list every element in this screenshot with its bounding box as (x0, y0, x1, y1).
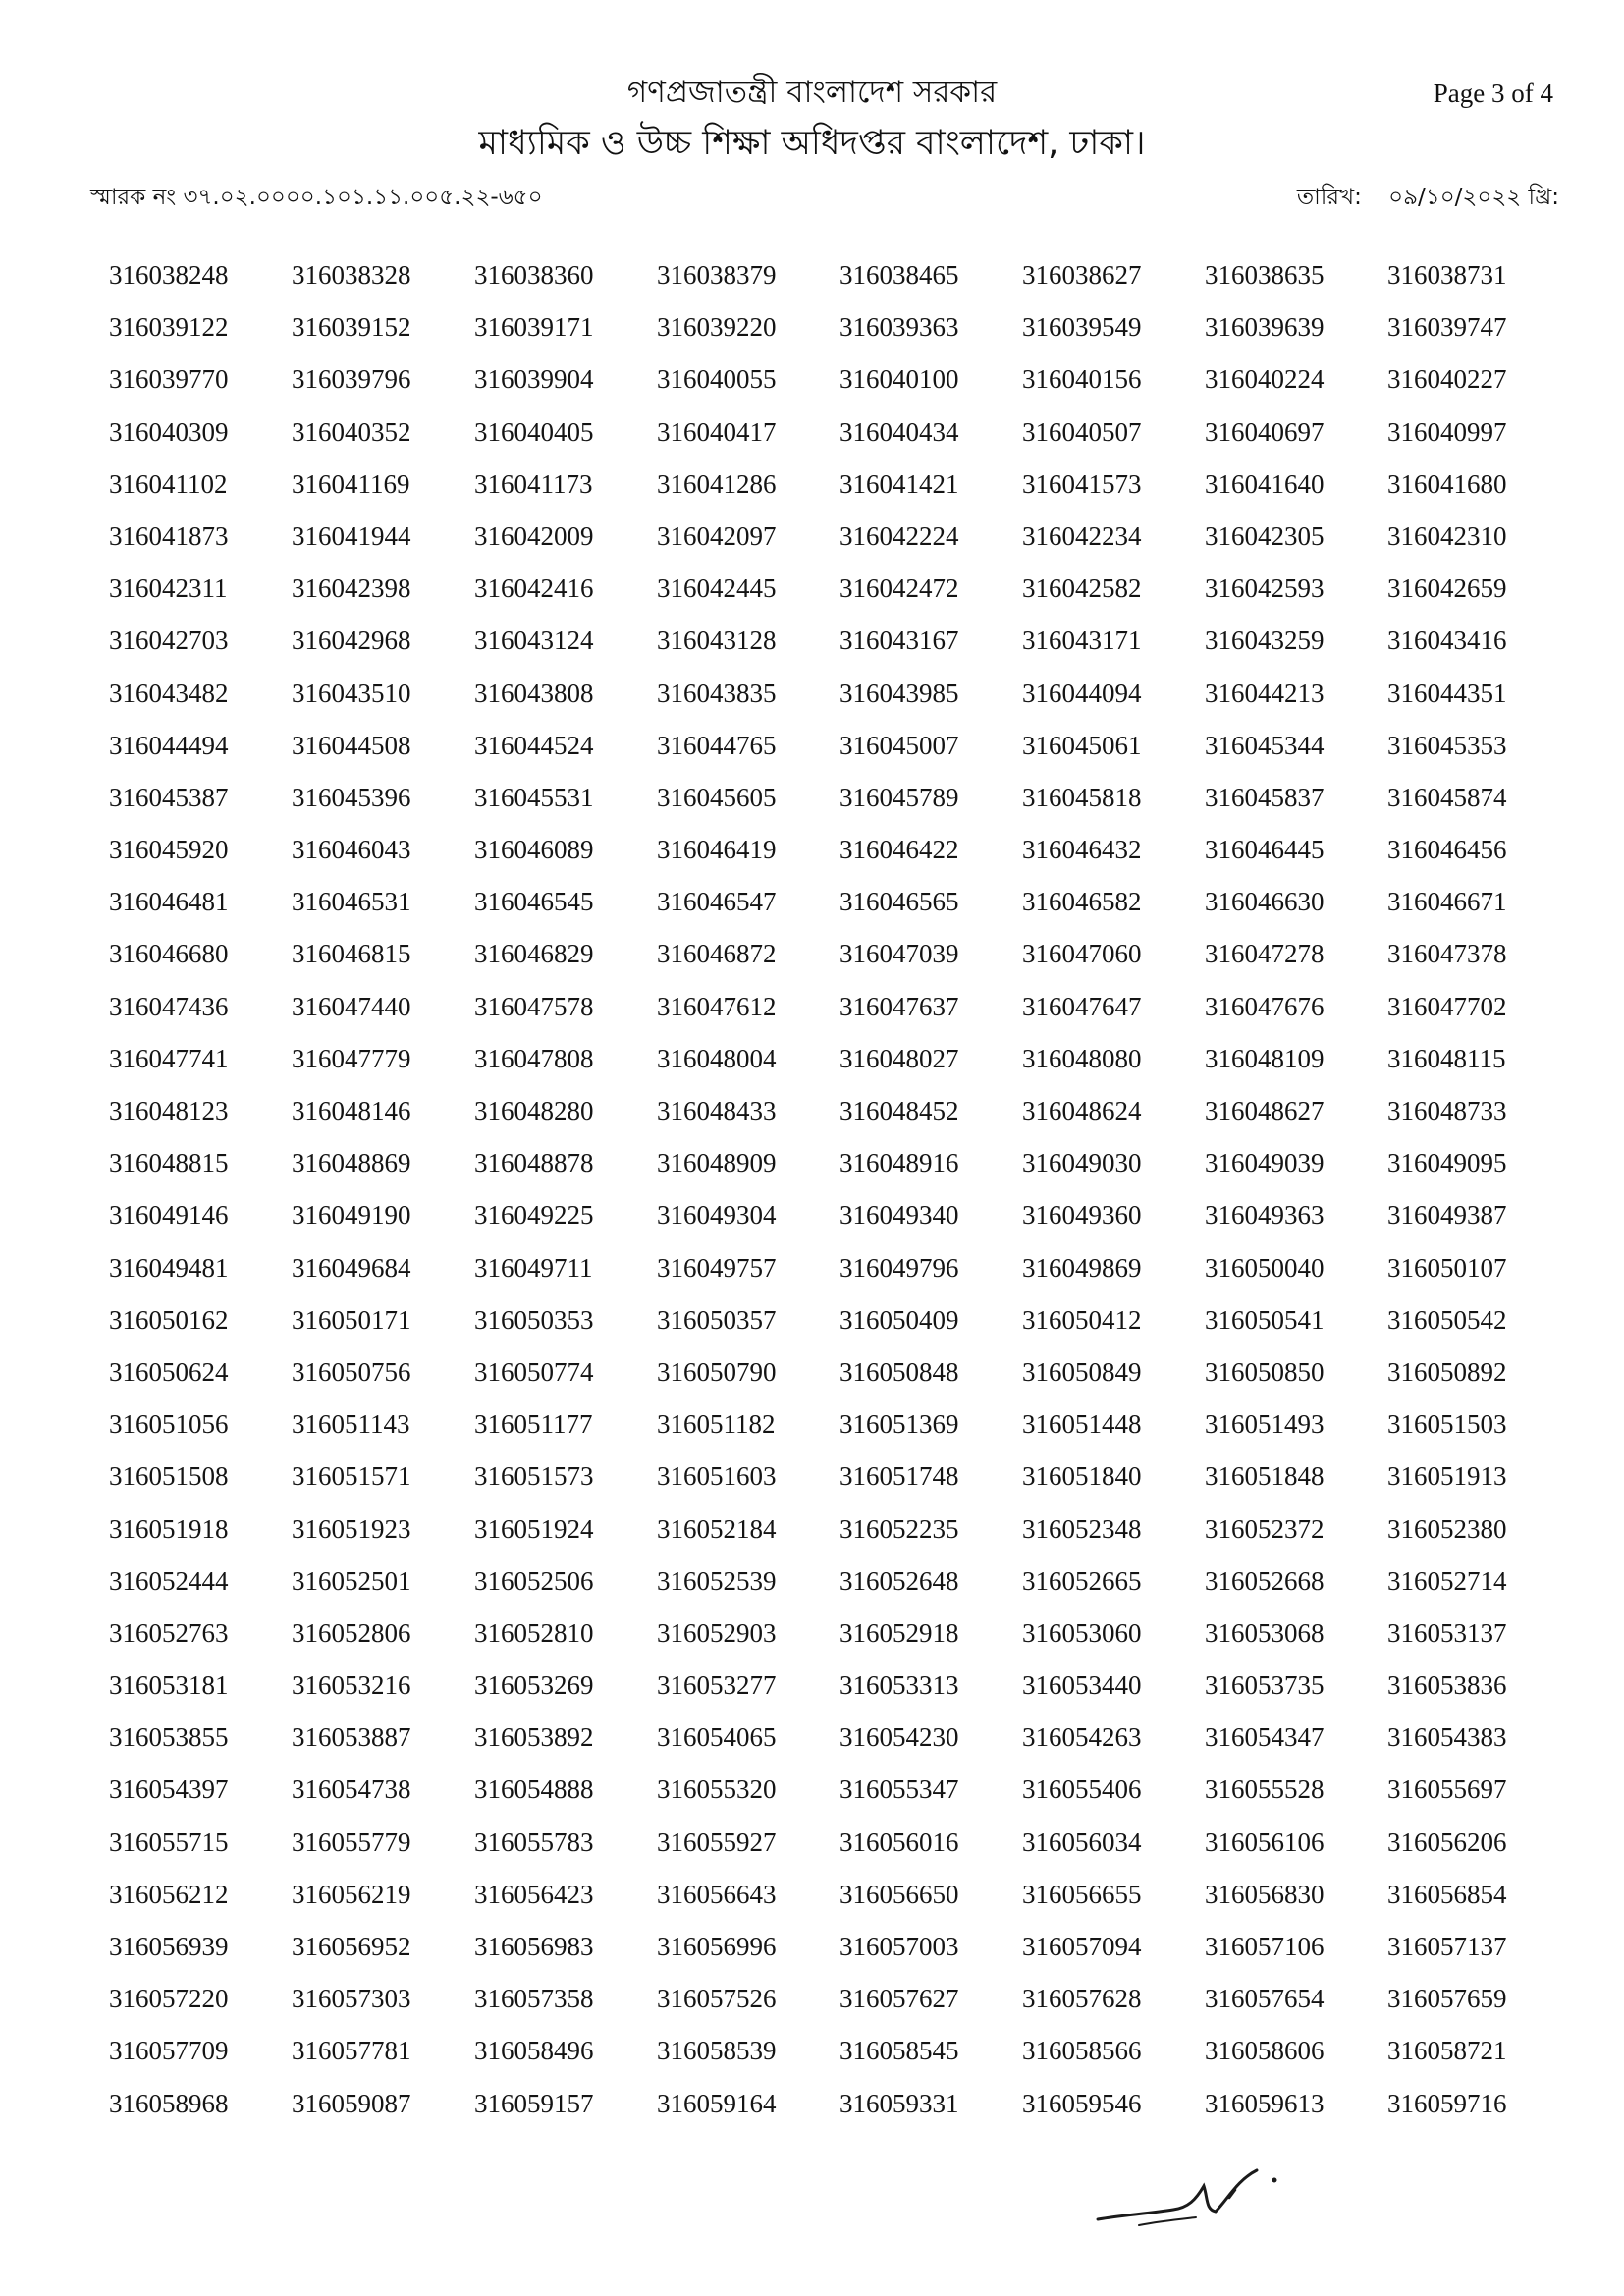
date-label: তারিখ: (1296, 185, 1362, 210)
roll-number-cell: 316038328 (292, 260, 411, 290)
roll-number-cell: 316050541 (1205, 1304, 1325, 1335)
roll-number-cell: 316040434 (839, 416, 959, 447)
roll-number-cell: 316049030 (1022, 1148, 1142, 1178)
roll-number-cell: 316056854 (1387, 1879, 1507, 1909)
roll-number-cell: 316049481 (109, 1252, 229, 1283)
roll-number-cell: 316051503 (1387, 1409, 1507, 1440)
roll-number-cell: 316049095 (1387, 1148, 1507, 1178)
roll-number-cell: 316049225 (474, 1200, 594, 1230)
roll-number-cell: 316041680 (1387, 468, 1507, 499)
roll-number-cell: 316055779 (292, 1827, 411, 1857)
roll-number-cell: 316048869 (292, 1148, 411, 1178)
roll-number-cell: 316046565 (839, 887, 959, 917)
roll-number-cell: 316051143 (292, 1409, 410, 1440)
roll-number-cell: 316048815 (109, 1148, 229, 1178)
roll-number-cell: 316039770 (109, 364, 229, 395)
roll-number-cell: 316040405 (474, 416, 594, 447)
roll-number-cell: 316048878 (474, 1148, 594, 1178)
roll-number-cell: 316059716 (1387, 2088, 1507, 2118)
roll-number-cell: 316043808 (474, 678, 594, 708)
roll-number-cell: 316043510 (292, 678, 411, 708)
roll-number-cell: 316049360 (1022, 1200, 1142, 1230)
roll-number-cell: 316051508 (109, 1461, 229, 1492)
roll-number-cell: 316038635 (1205, 260, 1325, 290)
roll-number-cell: 316041102 (109, 468, 228, 499)
roll-number-cell: 316050774 (474, 1356, 594, 1387)
roll-number-cell: 316045353 (1387, 730, 1507, 760)
roll-number-cell: 316047779 (292, 1043, 411, 1073)
roll-number-cell: 316049146 (109, 1200, 229, 1230)
roll-number-cell: 316053440 (1022, 1670, 1142, 1701)
roll-number-cell: 316051448 (1022, 1409, 1142, 1440)
roll-number-cell: 316049757 (657, 1252, 777, 1283)
roll-number-cell: 316042224 (839, 520, 959, 551)
roll-number-cell: 316056643 (657, 1879, 777, 1909)
signature-icon (1080, 2141, 1316, 2249)
roll-number-cell: 316042398 (292, 574, 411, 604)
roll-number-cell: 316043167 (839, 626, 959, 656)
roll-number-cell: 316053060 (1022, 1617, 1142, 1648)
roll-number-cell: 316053068 (1205, 1617, 1325, 1648)
roll-number-cell: 316049190 (292, 1200, 411, 1230)
roll-number-cell: 316050107 (1387, 1252, 1507, 1283)
roll-number-cell: 316049869 (1022, 1252, 1142, 1283)
roll-number-cell: 316050171 (292, 1304, 411, 1335)
roll-number-cell: 316042703 (109, 626, 229, 656)
roll-number-cell: 316046582 (1022, 887, 1142, 917)
roll-number-cell: 316048123 (109, 1096, 229, 1125)
roll-number-cell: 316057659 (1387, 1984, 1507, 2014)
roll-number-cell: 316049304 (657, 1200, 777, 1230)
roll-number-cell: 316048004 (657, 1043, 777, 1073)
roll-number-cell: 316040224 (1205, 364, 1325, 395)
roll-number-cell: 316057137 (1387, 1932, 1507, 1961)
roll-number-cell: 316048452 (839, 1096, 959, 1125)
roll-number-cell: 316054230 (839, 1722, 959, 1753)
roll-number-cell: 316042593 (1205, 574, 1325, 604)
roll-number-cell: 316054397 (109, 1775, 229, 1805)
roll-number-cell: 316048624 (1022, 1096, 1142, 1125)
roll-number-cell: 316050850 (1205, 1356, 1325, 1387)
roll-number-cell: 316048916 (839, 1148, 959, 1178)
roll-number-cell: 316042234 (1022, 520, 1142, 551)
roll-number-cell: 316053181 (109, 1670, 229, 1701)
roll-number-cell: 316051913 (1387, 1461, 1507, 1492)
roll-number-cell: 316047440 (292, 991, 411, 1021)
roll-number-cell: 316056939 (109, 1932, 229, 1961)
roll-number-cell: 316055528 (1205, 1775, 1325, 1805)
roll-number-cell: 316050624 (109, 1356, 229, 1387)
roll-number-cell: 316041173 (474, 468, 593, 499)
roll-number-cell: 316046089 (474, 835, 594, 865)
roll-number-cell: 316047612 (657, 991, 777, 1021)
roll-number-cell: 316049340 (839, 1200, 959, 1230)
roll-number-cell: 316041169 (292, 468, 410, 499)
roll-number-cell: 316051923 (292, 1513, 411, 1544)
roll-number-cell: 316047702 (1387, 991, 1507, 1021)
roll-number-cell: 316052665 (1022, 1565, 1142, 1596)
roll-number-cell: 316040227 (1387, 364, 1507, 395)
roll-number-cell: 316046432 (1022, 835, 1142, 865)
roll-number-cell: 316054383 (1387, 1722, 1507, 1753)
roll-number-cell: 316048627 (1205, 1096, 1325, 1125)
roll-number-cell: 316039152 (292, 312, 411, 343)
roll-number-cell: 316051571 (292, 1461, 411, 1492)
memo-date (1297, 179, 1559, 217)
roll-number-cell: 316039122 (109, 312, 229, 343)
roll-number-cell: 316042416 (474, 574, 594, 604)
roll-number-cell: 316045396 (292, 782, 411, 812)
roll-number-cell: 316044524 (474, 730, 594, 760)
roll-number-cell: 316039904 (474, 364, 594, 395)
roll-number-cell: 316050040 (1205, 1252, 1325, 1283)
roll-number-cell: 316057709 (109, 2036, 229, 2066)
roll-number-cell: 316056206 (1387, 1827, 1507, 1857)
roll-number-cell: 316058545 (839, 2036, 959, 2066)
roll-number-cell: 316046545 (474, 887, 594, 917)
roll-number-cell: 316054347 (1205, 1722, 1325, 1753)
roll-number-cell: 316048280 (474, 1096, 594, 1125)
roll-number-cell: 316057627 (839, 1984, 959, 2014)
roll-number-cell: 316053836 (1387, 1670, 1507, 1701)
roll-number-cell: 316058968 (109, 2088, 229, 2118)
roll-number-cell: 316045874 (1387, 782, 1507, 812)
roll-number-cell: 316049387 (1387, 1200, 1507, 1230)
roll-number-cell: 316055715 (109, 1827, 229, 1857)
roll-number-cell: 316042968 (292, 626, 411, 656)
roll-number-cell: 316056830 (1205, 1879, 1325, 1909)
roll-number-cell: 316055783 (474, 1827, 594, 1857)
roll-number-cell: 316057526 (657, 1984, 777, 2014)
roll-number-cell: 316046829 (474, 939, 594, 969)
roll-number-cell: 316045531 (474, 782, 594, 812)
roll-number-cell: 316050849 (1022, 1356, 1142, 1387)
roll-number-cell: 316048909 (657, 1148, 777, 1178)
roll-number-cell: 316039549 (1022, 312, 1142, 343)
roll-number-cell: 316043416 (1387, 626, 1507, 656)
memo-reference: স্মারক নং ৩৭.০২.০০০০.১০১.১১.০০৫.২২-৬৫০ (90, 185, 543, 210)
roll-number-cell: 316054263 (1022, 1722, 1142, 1753)
roll-number-cell: 316039363 (839, 312, 959, 343)
roll-number-cell: 316052506 (474, 1565, 594, 1596)
roll-number-cell: 316046456 (1387, 835, 1507, 865)
roll-number-cell: 316053855 (109, 1722, 229, 1753)
roll-number-cell: 316044351 (1387, 678, 1507, 708)
roll-number-cell: 316052903 (657, 1617, 777, 1648)
roll-number-cell: 316057358 (474, 1984, 594, 2014)
roll-number-cell: 316054065 (657, 1722, 777, 1753)
roll-number-cell: 316044508 (292, 730, 411, 760)
roll-number-cell: 316045605 (657, 782, 777, 812)
roll-number-cell: 316050848 (839, 1356, 959, 1387)
roll-number-cell: 316041286 (657, 468, 777, 499)
roll-number-cell: 316052372 (1205, 1513, 1325, 1544)
page-number: Page 3 of 4 (1433, 79, 1553, 108)
roll-number-cell: 316053887 (292, 1722, 411, 1753)
roll-number-cell: 316047578 (474, 991, 594, 1021)
roll-number-cell: 316041573 (1022, 468, 1142, 499)
roll-number-cell: 316052763 (109, 1617, 229, 1648)
roll-number-cell: 316049039 (1205, 1148, 1325, 1178)
roll-number-cell: 316046872 (657, 939, 777, 969)
roll-number-cell: 316050412 (1022, 1304, 1142, 1335)
roll-number-cell: 316039796 (292, 364, 411, 395)
roll-number-cell: 316049363 (1205, 1200, 1325, 1230)
roll-number-cell: 316052235 (839, 1513, 959, 1544)
roll-number-cell: 316045837 (1205, 782, 1325, 812)
roll-number-cell: 316057628 (1022, 1984, 1142, 2014)
roll-number-cell: 316046671 (1387, 887, 1507, 917)
roll-number-cell: 316048027 (839, 1043, 959, 1073)
roll-number-cell: 316053216 (292, 1670, 411, 1701)
roll-number-cell: 316059546 (1022, 2088, 1142, 2118)
roll-number-cell: 316047676 (1205, 991, 1325, 1021)
roll-number-cell: 316048146 (292, 1096, 411, 1125)
roll-number-cell: 316047278 (1205, 939, 1325, 969)
roll-number-cell: 316053735 (1205, 1670, 1325, 1701)
roll-number-cell: 316044094 (1022, 678, 1142, 708)
roll-number-cell: 316040507 (1022, 416, 1142, 447)
roll-number-cell: 316038627 (1022, 260, 1142, 290)
roll-number-cell: 316042009 (474, 520, 594, 551)
roll-number-cell: 316043835 (657, 678, 777, 708)
roll-number-cell: 316051369 (839, 1409, 959, 1440)
roll-number-cell: 316045061 (1022, 730, 1142, 760)
roll-number-cell: 316056952 (292, 1932, 411, 1961)
roll-number-cell: 316059087 (292, 2088, 411, 2118)
roll-number-cell: 316040417 (657, 416, 777, 447)
roll-number-cell: 316051573 (474, 1461, 594, 1492)
roll-number-cell: 316057303 (292, 1984, 411, 2014)
roll-number-cell: 316051056 (109, 1409, 229, 1440)
roll-number-list (109, 259, 1570, 2140)
roll-number-cell: 316058606 (1205, 2036, 1325, 2066)
roll-number-cell: 316057094 (1022, 1932, 1142, 1961)
roll-number-cell: 316053277 (657, 1670, 777, 1701)
roll-number-cell: 316046481 (109, 887, 229, 917)
roll-number-cell: 316044765 (657, 730, 777, 760)
roll-number-cell: 316047637 (839, 991, 959, 1021)
roll-number-cell: 316045007 (839, 730, 959, 760)
roll-number-cell: 316057106 (1205, 1932, 1325, 1961)
roll-number-cell: 316048733 (1387, 1096, 1507, 1125)
roll-number-cell: 316048433 (657, 1096, 777, 1125)
roll-number-cell: 316056423 (474, 1879, 594, 1909)
roll-number-cell: 316038465 (839, 260, 959, 290)
roll-number-cell: 316043482 (109, 678, 229, 708)
roll-number-cell: 316042097 (657, 520, 777, 551)
roll-number-cell: 316045789 (839, 782, 959, 812)
roll-number-cell: 316042582 (1022, 574, 1142, 604)
roll-number-cell: 316039220 (657, 312, 777, 343)
roll-number-cell: 316047378 (1387, 939, 1507, 969)
roll-number-cell: 316056034 (1022, 1827, 1142, 1857)
roll-number-cell: 316058566 (1022, 2036, 1142, 2066)
roll-number-cell: 316046680 (109, 939, 229, 969)
roll-number-cell: 316055347 (839, 1775, 959, 1805)
roll-number-cell: 316041640 (1205, 468, 1325, 499)
roll-number-cell: 316050892 (1387, 1356, 1507, 1387)
roll-number-cell: 316051493 (1205, 1409, 1325, 1440)
roll-number-cell: 316046445 (1205, 835, 1325, 865)
roll-number-cell: 316056212 (109, 1879, 229, 1909)
roll-number-cell: 316059331 (839, 2088, 959, 2118)
roll-number-cell: 316049684 (292, 1252, 411, 1283)
roll-number-cell: 316043124 (474, 626, 594, 656)
roll-number-cell: 316042305 (1205, 520, 1325, 551)
roll-number-cell: 316050790 (657, 1356, 777, 1387)
roll-number-cell: 316047808 (474, 1043, 594, 1073)
roll-number-cell: 316046419 (657, 835, 777, 865)
roll-number-cell: 316046531 (292, 887, 411, 917)
roll-number-cell: 316045344 (1205, 730, 1325, 760)
roll-number-cell: 316055320 (657, 1775, 777, 1805)
roll-number-cell: 316045818 (1022, 782, 1142, 812)
roll-number-cell: 316042659 (1387, 574, 1507, 604)
roll-number-cell: 316051918 (109, 1513, 229, 1544)
roll-number-cell: 316038379 (657, 260, 777, 290)
roll-number-cell: 316057781 (292, 2036, 411, 2066)
roll-number-cell: 316043985 (839, 678, 959, 708)
roll-number-cell: 316050409 (839, 1304, 959, 1335)
roll-number-cell: 316056655 (1022, 1879, 1142, 1909)
roll-number-cell: 316053892 (474, 1722, 594, 1753)
government-title: গণপ্রজাতন্ত্রী বাংলাদেশ সরকার (626, 75, 998, 110)
roll-number-cell: 316042310 (1387, 520, 1507, 551)
roll-number-cell: 316058496 (474, 2036, 594, 2066)
roll-number-cell: 316042445 (657, 574, 777, 604)
roll-number-cell: 316051848 (1205, 1461, 1325, 1492)
roll-number-cell: 316038731 (1387, 260, 1507, 290)
roll-number-cell: 316053269 (474, 1670, 594, 1701)
roll-number-cell: 316046815 (292, 939, 411, 969)
roll-number-cell: 316052444 (109, 1565, 229, 1596)
roll-number-cell: 316052714 (1387, 1565, 1507, 1596)
roll-number-cell: 316059164 (657, 2088, 777, 2118)
roll-number-cell: 316048080 (1022, 1043, 1142, 1073)
roll-number-cell: 316052184 (657, 1513, 777, 1544)
roll-number-cell: 316059613 (1205, 2088, 1325, 2118)
roll-number-cell: 316055697 (1387, 1775, 1507, 1805)
roll-number-cell: 316052648 (839, 1565, 959, 1596)
roll-number-cell: 316052348 (1022, 1513, 1142, 1544)
roll-number-cell: 316052810 (474, 1617, 594, 1648)
roll-number-cell: 316051748 (839, 1461, 959, 1492)
roll-number-cell: 316051177 (474, 1409, 593, 1440)
roll-number-cell: 316056996 (657, 1932, 777, 1961)
roll-number-cell: 316046630 (1205, 887, 1325, 917)
roll-number-cell: 316043128 (657, 626, 777, 656)
roll-number-cell: 316040997 (1387, 416, 1507, 447)
roll-number-cell: 316052539 (657, 1565, 777, 1596)
directorate-title: মাধ্যমিক ও উচ্চ শিক্ষা অধিদপ্তর বাংলাদেশ, ঢাকা। (478, 124, 1146, 163)
roll-number-cell: 316039639 (1205, 312, 1325, 343)
roll-number-cell: 316040309 (109, 416, 229, 447)
roll-number-cell: 316056106 (1205, 1827, 1325, 1857)
roll-number-cell: 316050353 (474, 1304, 594, 1335)
roll-number-cell: 316059157 (474, 2088, 594, 2118)
roll-number-cell: 316056983 (474, 1932, 594, 1961)
roll-number-cell: 316038360 (474, 260, 594, 290)
roll-number-cell: 316057220 (109, 1984, 229, 2014)
roll-number-cell: 316046547 (657, 887, 777, 917)
roll-number-cell: 316046422 (839, 835, 959, 865)
roll-number-cell: 316052918 (839, 1617, 959, 1648)
roll-number-cell: 316051924 (474, 1513, 594, 1544)
roll-number-cell: 316042311 (109, 574, 228, 604)
roll-number-cell: 316052380 (1387, 1513, 1507, 1544)
roll-number-cell: 316056219 (292, 1879, 411, 1909)
roll-number-cell: 316055406 (1022, 1775, 1142, 1805)
roll-number-cell: 316044213 (1205, 678, 1325, 708)
roll-number-cell: 316047647 (1022, 991, 1142, 1021)
roll-number-cell: 316043259 (1205, 626, 1325, 656)
roll-number-cell: 316042472 (839, 574, 959, 604)
roll-number-cell: 316051603 (657, 1461, 777, 1492)
roll-number-cell: 316041421 (839, 468, 959, 499)
roll-number-cell: 316040055 (657, 364, 777, 395)
roll-number-cell: 316041873 (109, 520, 229, 551)
roll-number-cell: 316052668 (1205, 1565, 1325, 1596)
roll-number-cell: 316040100 (839, 364, 959, 395)
roll-number-cell: 316053313 (839, 1670, 959, 1701)
roll-number-cell: 316057003 (839, 1932, 959, 1961)
roll-number-cell: 316054738 (292, 1775, 411, 1805)
roll-number-cell: 316047436 (109, 991, 229, 1021)
roll-number-cell: 316051840 (1022, 1461, 1142, 1492)
roll-number-cell: 316049711 (474, 1252, 593, 1283)
roll-number-cell: 316050162 (109, 1304, 229, 1335)
roll-number-cell: 316057654 (1205, 1984, 1325, 2014)
date-value: ০৯/১০/২০২২ খ্রি: (1388, 185, 1559, 210)
roll-number-cell: 316056650 (839, 1879, 959, 1909)
roll-number-cell: 316052501 (292, 1565, 411, 1596)
roll-number-cell: 316041944 (292, 520, 411, 551)
roll-number-cell: 316038248 (109, 260, 229, 290)
roll-number-cell: 316053137 (1387, 1617, 1507, 1648)
roll-number-cell: 316050756 (292, 1356, 411, 1387)
roll-number-cell: 316044494 (109, 730, 229, 760)
roll-number-cell: 316050357 (657, 1304, 777, 1335)
roll-number-cell: 316052806 (292, 1617, 411, 1648)
roll-number-cell: 316058539 (657, 2036, 777, 2066)
roll-number-cell: 316039747 (1387, 312, 1507, 343)
roll-number-cell: 316048109 (1205, 1043, 1325, 1073)
roll-number-cell: 316045920 (109, 835, 229, 865)
roll-number-cell: 316043171 (1022, 626, 1142, 656)
roll-number-cell: 316047741 (109, 1043, 229, 1073)
roll-number-cell: 316047060 (1022, 939, 1142, 969)
roll-number-cell: 316055927 (657, 1827, 777, 1857)
roll-number-cell: 316047039 (839, 939, 959, 969)
roll-number-cell: 316040352 (292, 416, 411, 447)
roll-number-cell: 316056016 (839, 1827, 959, 1857)
roll-number-cell: 316051182 (657, 1409, 776, 1440)
roll-number-cell: 316040697 (1205, 416, 1325, 447)
roll-number-cell: 316048115 (1387, 1043, 1506, 1073)
roll-number-cell: 316040156 (1022, 364, 1142, 395)
roll-number-cell: 316039171 (474, 312, 594, 343)
roll-number-cell: 316049796 (839, 1252, 959, 1283)
roll-number-cell: 316050542 (1387, 1304, 1507, 1335)
roll-number-cell: 316046043 (292, 835, 411, 865)
roll-number-cell: 316054888 (474, 1775, 594, 1805)
roll-number-cell: 316058721 (1387, 2036, 1507, 2066)
roll-number-cell: 316045387 (109, 782, 229, 812)
